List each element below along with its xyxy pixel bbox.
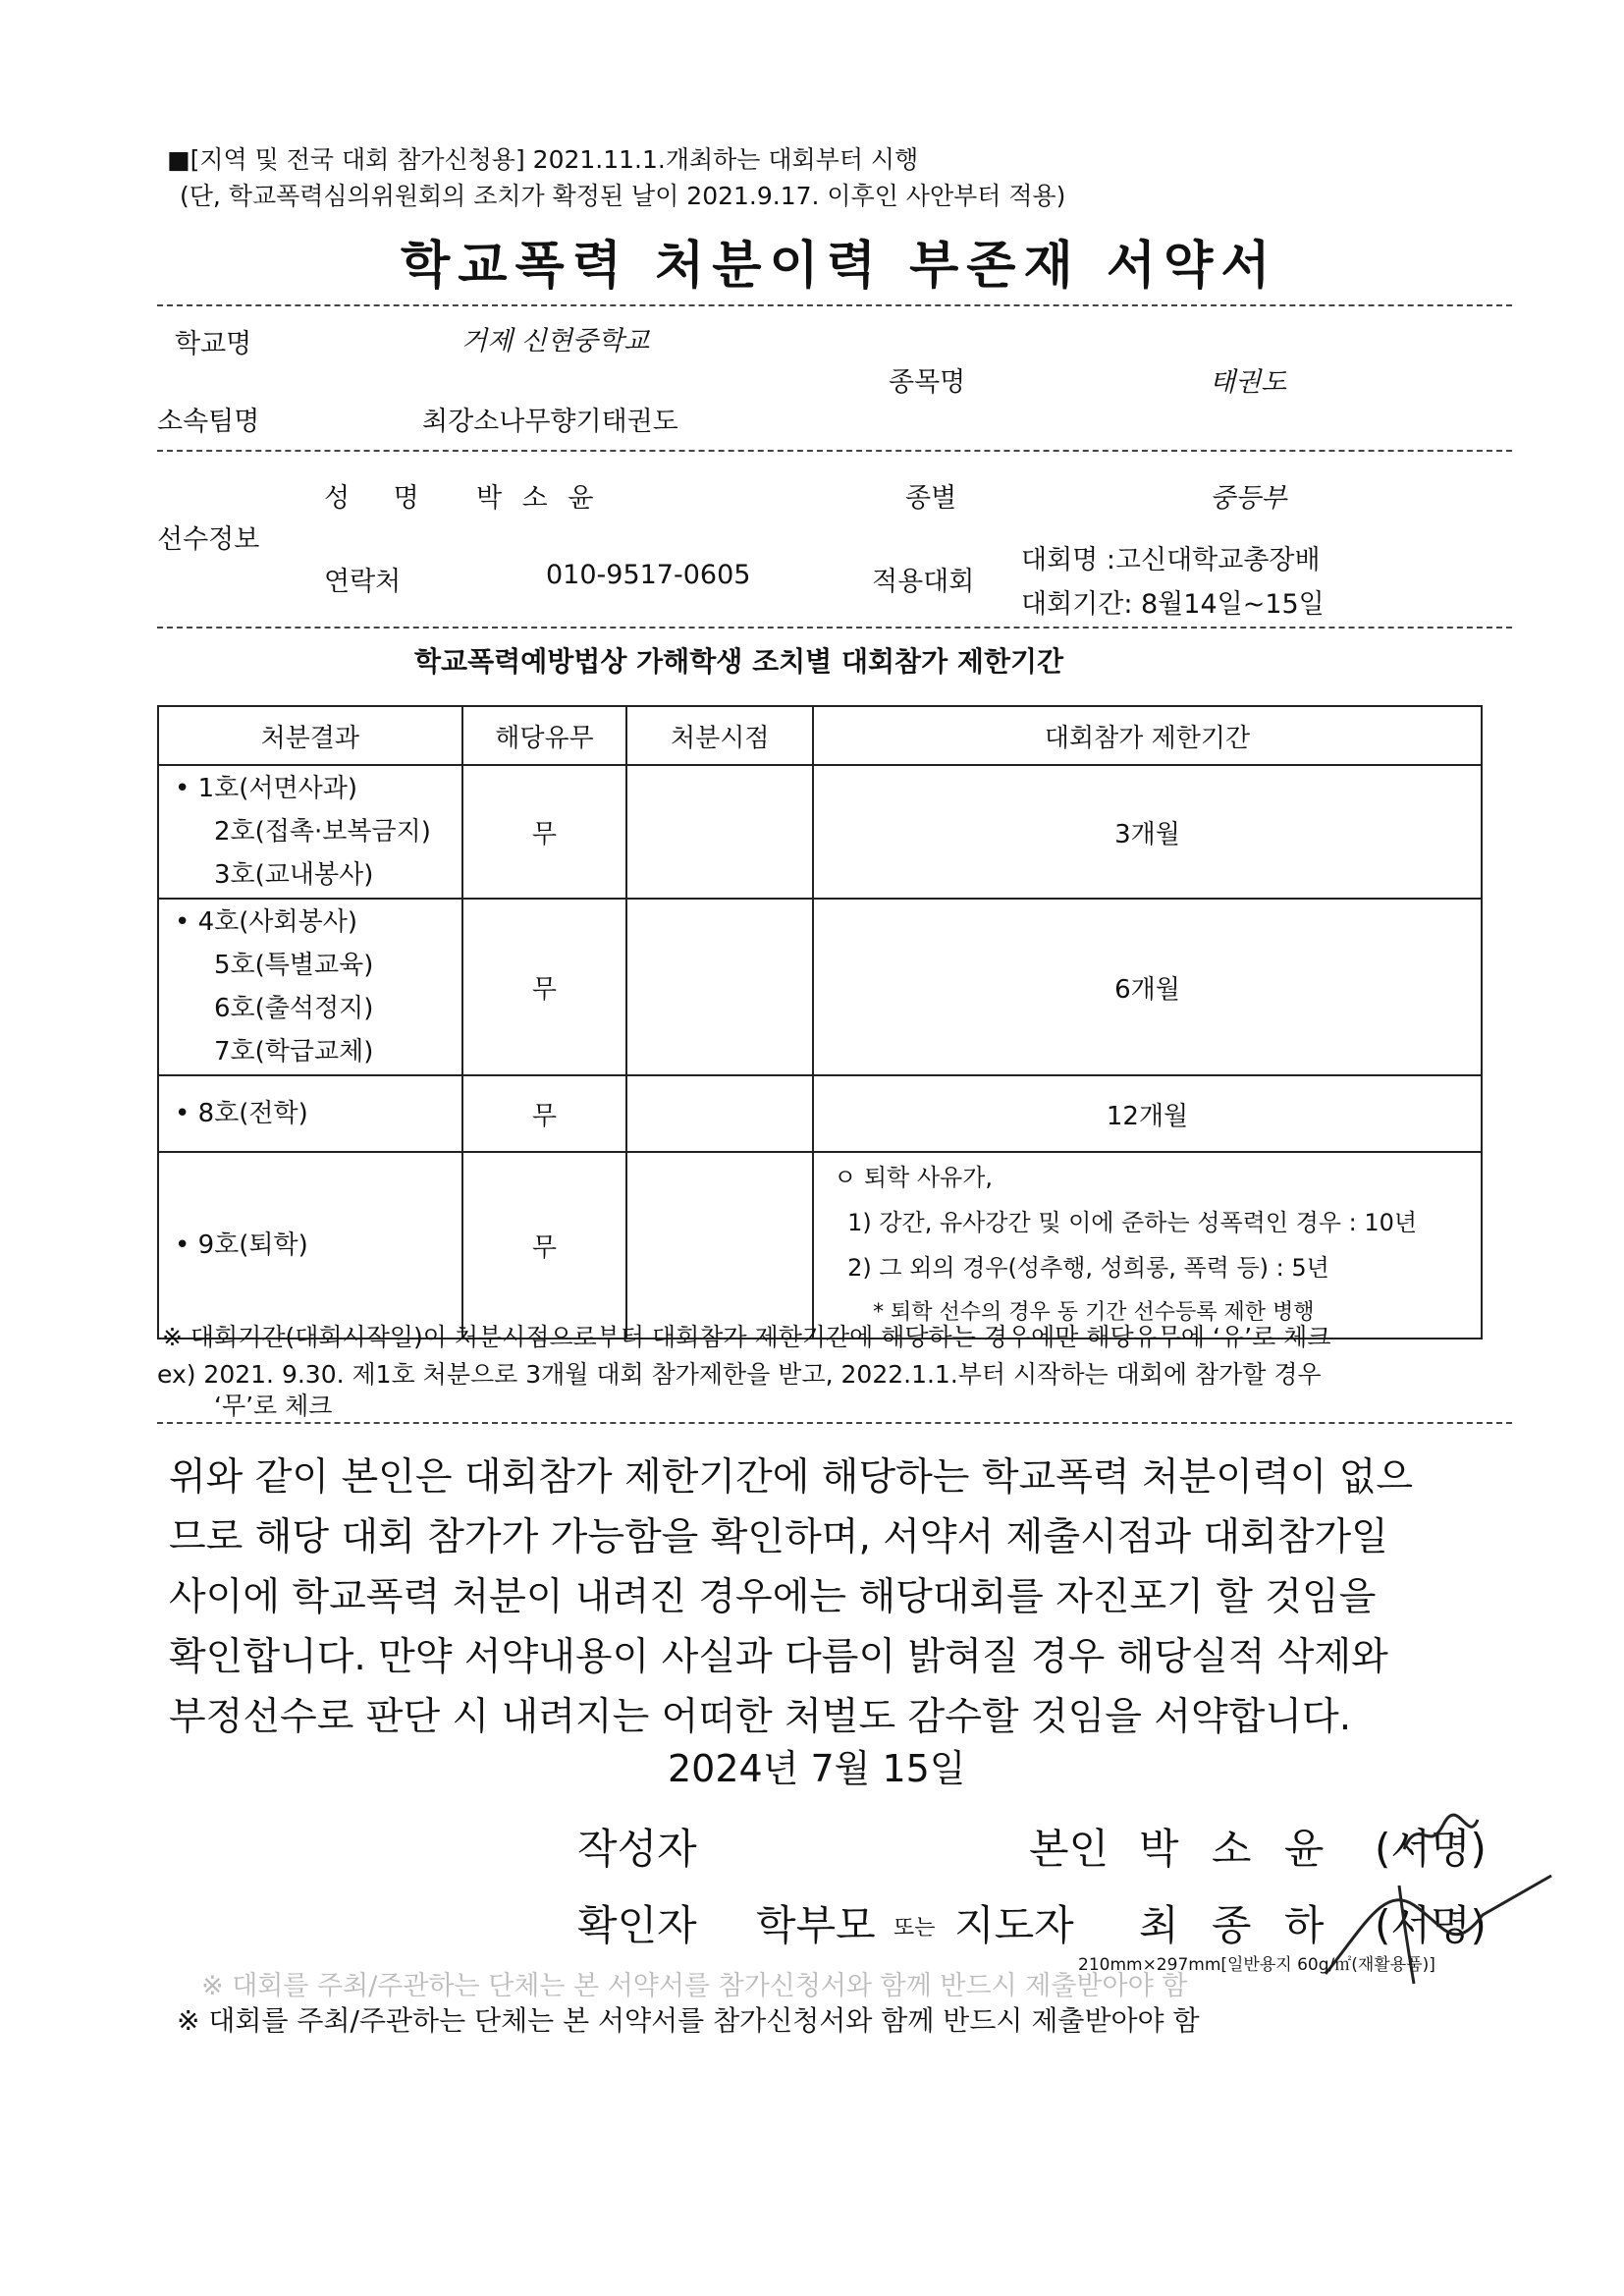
disposition-item: 5호(특별교육) — [214, 951, 374, 980]
column-header: 처분결과 — [158, 706, 462, 765]
reason-line: * 퇴학 선수의 경우 동 기간 선수등록 제한 병행 — [873, 1300, 1315, 1325]
table-row — [158, 765, 1482, 899]
division-label: 종별 — [905, 483, 957, 514]
writer-role: 본인 — [1029, 1825, 1110, 1873]
column-header: 해당유무 — [462, 706, 627, 765]
player-info-label: 선수정보 — [157, 524, 260, 555]
writer-name: 박 소 윤 — [1139, 1825, 1334, 1873]
applicable-cell: 무 — [462, 1075, 627, 1152]
team-value: 최강소나무향기태권도 — [422, 407, 678, 437]
reason-line: 2) 그 외의 경우(성추행, 성희롱, 폭력 등) : 5년 — [847, 1254, 1329, 1282]
disposition-item: 2호(접촉·보복금지) — [214, 817, 431, 847]
or-text: 또는 — [893, 1916, 936, 1941]
period-cell: 6개월 — [813, 899, 1482, 1075]
disposition-cell — [158, 1075, 462, 1152]
column-header: 대회참가 제한기간 — [813, 706, 1482, 765]
divider — [157, 304, 1512, 306]
contact-value: 010-9517-0605 — [546, 560, 751, 590]
date-cell — [626, 765, 813, 899]
applicable-cell: 무 — [462, 1152, 627, 1339]
table-header-row — [158, 706, 1482, 765]
confirmer-role-parent: 학부모 — [756, 1901, 876, 1949]
team-label: 소속팀명 — [157, 407, 260, 437]
pledge-line: 므로 해당 대회 참가가 가능함을 확인하며, 서약서 제출시점과 대회참가일 — [169, 1515, 1388, 1559]
date-cell — [626, 1152, 813, 1339]
divider — [157, 627, 1512, 629]
writer-signature-scribble — [1384, 1805, 1502, 1864]
paper-spec: 210mm×297mm[일반용지 60g/㎡(재활용품)] — [1078, 1955, 1435, 1975]
table-title: 학교폭력예방법상 가해학생 조치별 대회참가 제한기간 — [414, 645, 1064, 678]
writer-sign-mark: (서명) — [1375, 1825, 1487, 1873]
date-cell — [626, 1075, 813, 1152]
expulsion-reason-cell — [813, 1152, 1482, 1339]
table-row — [158, 1075, 1482, 1152]
reason-line: 1) 강간, 유사강간 및 이에 준하는 성폭력인 경우 : 10년 — [847, 1209, 1418, 1236]
name-label: 성 명 — [324, 483, 437, 514]
column-header: 처분시점 — [626, 706, 813, 765]
school-value: 거제 신현중학교 — [461, 326, 650, 356]
period-cell: 3개월 — [813, 765, 1482, 899]
applicable-cell: 무 — [462, 765, 627, 899]
pledge-line: 사이에 학교폭력 처분이 내려진 경우에는 해당대회를 자진포기 할 것임을 — [169, 1575, 1377, 1619]
competition-name: 대회명 :고신대학교총장배 — [1021, 545, 1321, 575]
document-date: 2024년 7월 15일 — [668, 1747, 966, 1790]
note-example: ex) 2021. 9.30. 제1호 처분으로 3개월 대회 참가제한을 받고, 2022.1.1.부터 시작하는 대회에 참가할 경우 — [157, 1360, 1322, 1389]
school-label: 학교명 — [175, 329, 252, 359]
contact-label: 연락처 — [324, 567, 402, 597]
disposition-cell — [158, 1152, 462, 1339]
note-example-cont: ‘무’로 체크 — [214, 1392, 333, 1420]
document-title: 학교폭력 처분이력 부존재 서약서 — [401, 237, 1278, 296]
disposition-item: 7호(학급교체) — [214, 1037, 374, 1066]
event-value: 태권도 — [1210, 367, 1287, 398]
disposition-item: • 9호(퇴학) — [175, 1230, 308, 1260]
confirmer-role-coach: 지도자 — [954, 1901, 1074, 1949]
divider — [157, 1422, 1512, 1424]
writer-label: 작성자 — [577, 1825, 697, 1873]
footer-notice: ※ 대회를 주최/주관하는 단체는 본 서약서를 참가신청서와 함께 반드시 제출받아야 함 — [177, 2004, 1200, 2037]
confirmer-name: 최 종 하 — [1139, 1901, 1334, 1949]
disposition-item: • 8호(전학) — [175, 1099, 308, 1128]
pledge-body — [169, 1448, 1485, 1747]
date-cell — [626, 899, 813, 1075]
pledge-line: 확인합니다. 만약 서약내용이 사실과 다름이 밝혀질 경우 해당실적 삭제와 — [169, 1635, 1388, 1679]
division-value: 중등부 — [1210, 483, 1287, 514]
disposition-cell — [158, 765, 462, 899]
confirmer-label: 확인자 — [577, 1901, 697, 1949]
disposition-item: • 4호(사회봉사) — [175, 907, 358, 937]
period-cell: 12개월 — [813, 1075, 1482, 1152]
disposition-item: • 1호(서면사과) — [175, 774, 358, 803]
applied-competition-label: 적용대회 — [872, 567, 975, 597]
disposition-cell — [158, 899, 462, 1075]
event-label: 종목명 — [889, 367, 966, 398]
reason-line: ㅇ 퇴학 사유가, — [834, 1164, 994, 1191]
disposition-item: 3호(교내봉사) — [214, 860, 374, 890]
competition-period: 대회기간: 8월14일~15일 — [1021, 589, 1325, 620]
confirmer-sign-mark: (서명) — [1375, 1901, 1487, 1949]
note-check-instruction: ※ 대회기간(대회시작일)이 처분시점으로부터 대회참가 제한기간에 해당하는 경우에만 해당유무에 ‘유’로 체크 — [162, 1323, 1331, 1351]
table-row — [158, 1152, 1482, 1339]
name-value: 박 소 윤 — [476, 483, 600, 514]
applicable-cell: 무 — [462, 899, 627, 1075]
restriction-table — [157, 705, 1483, 1339]
divider — [157, 450, 1512, 452]
table-row — [158, 899, 1482, 1075]
disposition-item: 6호(출석정지) — [214, 994, 374, 1023]
notice-line-1: ■[지역 및 전국 대회 참가신청용] 2021.11.1.개최하는 대회부터 시행 — [167, 145, 919, 174]
notice-line-2: (단, 학교폭력심의위원회의 조치가 확정된 날이 2021.9.17. 이후인 사안부터 적용) — [180, 182, 1066, 210]
pledge-line: 위와 같이 본인은 대회참가 제한기간에 해당하는 학교폭력 처분이력이 없으 — [169, 1455, 1414, 1500]
pledge-line: 부정선수로 판단 시 내려지는 어떠한 처벌도 감수할 것임을 서약합니다. — [169, 1695, 1352, 1739]
footer-ghost-text: ※ 대회를 주최/주관하는 단체는 본 서약서를 참가신청서와 함께 반드시 제출받아야 함 — [201, 1971, 1188, 2001]
